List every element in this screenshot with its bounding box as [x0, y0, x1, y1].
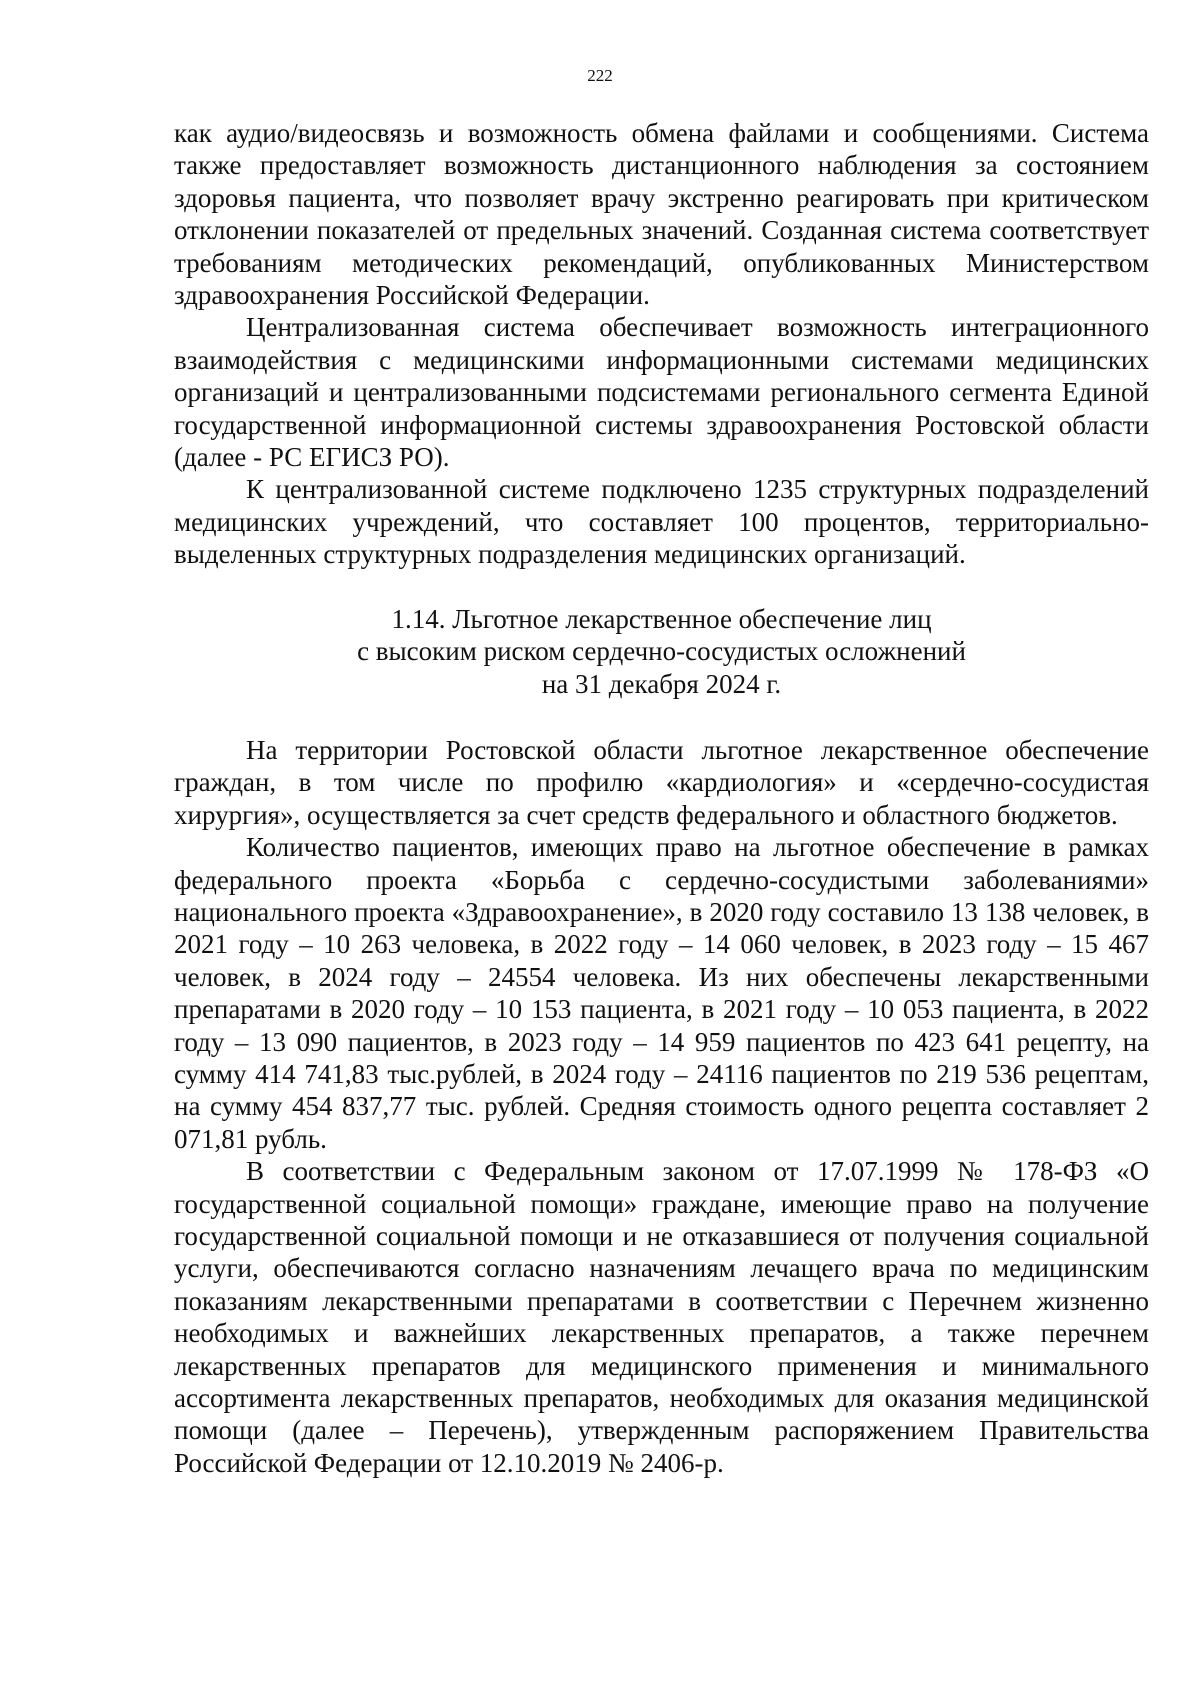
paragraph-connected-units: К централизованной системе подключено 1235 структурных подразделений медицинских учреждений, что составляет 100 процентов, территориально-выделенных структурных подразделения медицинских организаций. [174, 474, 1149, 570]
paragraph-federal-law: В соответствии с Федеральным законом от 17.07.1999 № 178-ФЗ «О государственной социальной помощи» граждане, имеющие право на получение государственной социальной помощи и не отказавшиеся от получения социальной услуги, обеспечиваются согласно назначениям лечащего врача по медицинским показаниям лекарственными препаратами в соответствии с Перечнем жизненно необходимых и важнейших лекарственных препаратов, а также перечнем лекарственных препаратов для медицинского применения и минимального ассортимента лекарственных препаратов, необходимых для оказания медицинской помощи (далее – Перечень), утвержденным распоряжением Правительства Российской Федерации от 12.10.2019 № 2406-р. [174, 1156, 1149, 1478]
paragraph-integration: Централизованная система обеспечивает возможность интеграционного взаимодействия с медицинскими информационными системами медицинских организаций и централизованными подсистемами регионального сегмента Единой государственной информационной системы здравоохранения Ростовской области (далее - РС ЕГИСЗ РО). [174, 312, 1149, 473]
document-body [174, 117, 1149, 1479]
section-heading-line-3: на 31 декабря 2024 г. [541, 668, 782, 699]
section-heading-line-2: с высоким риском сердечно-сосудистых осложнений [357, 636, 966, 667]
paragraph-funding: На территории Ростовской области льготное лекарственное обеспечение граждан, в том числе по профилю «кардиология» и «сердечно-сосудистая хирургия», осуществляется за счет средств федерального и областного бюджетов. [174, 734, 1149, 830]
section-heading [174, 603, 1149, 700]
section-heading-line-1: 1.14. Льготное лекарственное обеспечение лиц [391, 603, 932, 634]
paragraph-telemedicine-continuation: как аудио/видеосвязь и возможность обмена файлами и сообщениями. Система также предоставляет возможность дистанционного наблюдения за состоянием здоровья пациента, что позволяет врачу экстренно реагировать при критическом отклонении показателей от предельных значений. Созданная система соответствует требованиям методических рекомендаций, опубликованных Министерством здравоохранения Российской Федерации. [174, 118, 1149, 311]
page-number: 222 [587, 66, 613, 85]
spacer [174, 700, 1149, 734]
paragraph-patient-statistics: Количество пациентов, имеющих право на льготное обеспечение в рамках федерального проекта «Борьба с сердечно-сосудистыми заболеваниями» национального проекта «Здравоохранение», в 2020 году составило 13 138 человек, в 2021 году – 10 263 человека, в 2022 году – 14 060 человек, в 2023 году – 15 467 человек, в 2024 году – 24554 человека. Из них обеспечены лекарственными препаратами в 2020 году – 10 153 пациента, в 2021 году – 10 053 пациента, в 2022 году – 13 090 пациентов, в 2023 году – 14 959 пациентов по 423 641 рецепту, на сумму 414 741,83 тыс.рублей, в 2024 году – 24116 пациентов по 219 536 рецептам, на сумму 454 837,77 тыс. рублей. Средняя стоимость одного рецепта составляет 2 071,81 рубль. [174, 832, 1149, 1154]
spacer [174, 571, 1149, 603]
